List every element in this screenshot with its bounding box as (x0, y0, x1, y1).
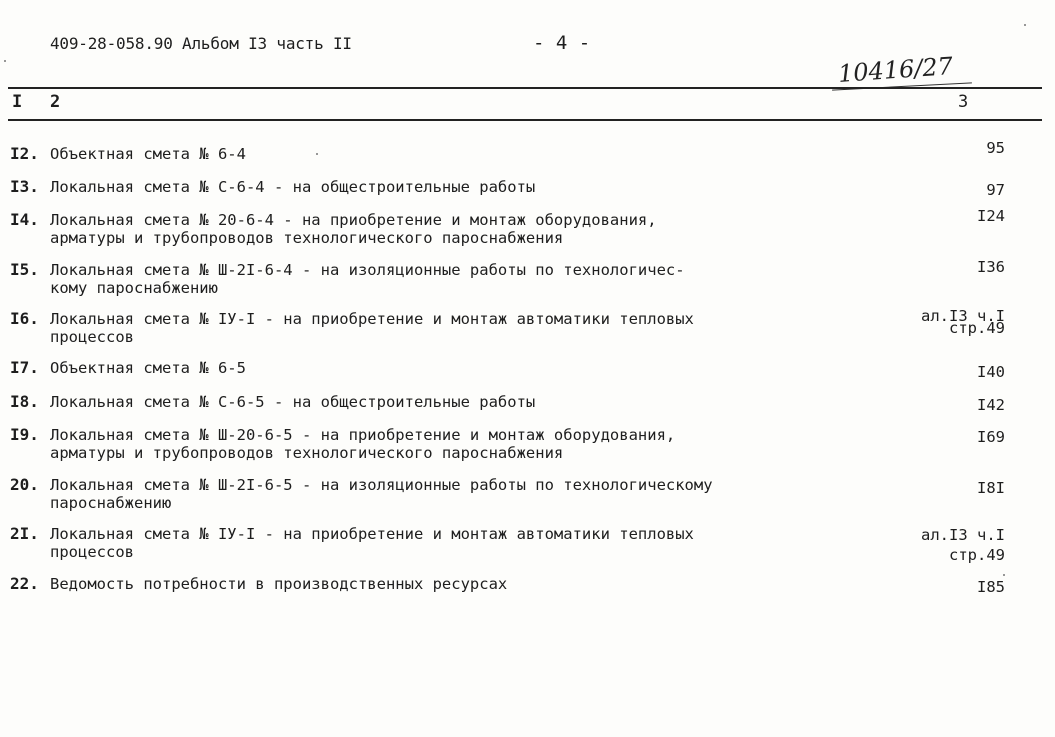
row-number: I7. (10, 358, 39, 377)
row-title: Локальная смета № Ш-20-6-5 - на приобретение и монтаж оборудования, арматуры и трубопроводов технологического пароснабжения (50, 426, 676, 462)
table-top-rule (8, 87, 1042, 89)
row-page: ал.I3 ч.I стр.49 (921, 307, 1005, 337)
row-title: Локальная смета № Ш-2I-6-4 - на изоляционные работы по технологичес- кому пароснабжению (50, 261, 685, 297)
scan-speck (1003, 574, 1005, 576)
row-number: 20. (10, 475, 39, 494)
row-number: I6. (10, 309, 39, 328)
row-title: Локальная смета № С-6-4 - на общестроительные работы (50, 178, 536, 196)
row-page: I8I (977, 479, 1005, 497)
row-title: Локальная смета № IУ-I - на приобретение и монтаж автоматики тепловых процессов (50, 525, 694, 561)
column-header-3: 3 (958, 92, 969, 112)
row-page: I24 (977, 207, 1005, 225)
row-page: I40 (977, 363, 1005, 381)
row-title: Объектная смета № 6-4 (50, 145, 246, 163)
document-code: 409-28-058.90 Альбом I3 часть II (50, 34, 352, 53)
row-page: I42 (977, 396, 1005, 414)
row-title: Объектная смета № 6-5 (50, 359, 246, 377)
row-title: Локальная смета № С-6-5 - на общестроительные работы (50, 393, 536, 411)
row-number: 22. (10, 574, 39, 593)
column-header-1: I (12, 92, 23, 112)
row-number: I2. (10, 144, 39, 163)
scan-speck (4, 60, 6, 62)
row-page: ал.I3 ч.I стр.49 (921, 526, 1005, 564)
row-number: I5. (10, 260, 39, 279)
page-number: - 4 - (533, 32, 591, 54)
row-title: Локальная смета № IУ-I - на приобретение и монтаж автоматики тепловых процессов (50, 310, 694, 346)
row-number: I9. (10, 425, 39, 444)
row-page: 95 (986, 139, 1005, 157)
row-page: I85 (977, 578, 1005, 596)
scan-speck (1024, 24, 1026, 26)
table-header-rule (8, 119, 1042, 121)
row-number: I4. (10, 210, 39, 229)
row-number: I3. (10, 177, 39, 196)
row-title: Локальная смета № Ш-2I-6-5 - на изоляционные работы по технологическому пароснабжению (50, 476, 713, 512)
row-number: I8. (10, 392, 39, 411)
row-page: 97 (986, 181, 1005, 199)
row-page: I36 (977, 258, 1005, 276)
scan-speck (316, 153, 318, 155)
row-title: Ведомость потребности в производственных ресурсах (50, 575, 508, 593)
column-header-2: 2 (50, 92, 61, 112)
handwritten-number: 10416/27 (837, 52, 954, 88)
row-number: 2I. (10, 524, 39, 543)
row-title: Локальная смета № 20-6-4 - на приобретение и монтаж оборудования, арматуры и трубопроводов технологического пароснабжения (50, 211, 657, 247)
row-page: I69 (977, 428, 1005, 446)
